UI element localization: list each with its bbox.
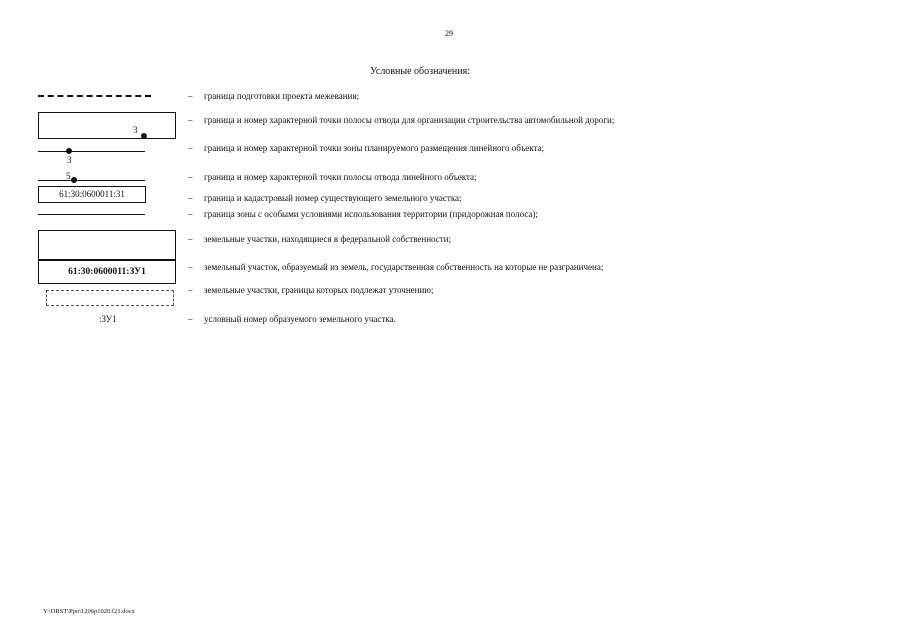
file-path-footer: Y:\ORST\Ppo\1206p1020.f21.docx (43, 608, 135, 615)
roadside-strip-symbol (38, 214, 145, 215)
legend-item: – условный номер образуемого земельного участка. (188, 314, 396, 324)
existing-plot-symbol: 61:30:0600011:31 (38, 186, 146, 203)
legend-item: – земельные участки, находящиеся в федеральной собственности; (188, 234, 451, 244)
new-plot-symbol: 61:30:0600011:ЗУ1 (38, 260, 176, 284)
legend-item: – граница и номер характерной точки полосы отвода для организации строительства автомобильной дороги; (188, 115, 615, 125)
point-marker (141, 133, 147, 139)
point-label: 5 (66, 171, 71, 181)
line-symbol (38, 180, 145, 181)
point-label: 3 (133, 125, 138, 135)
page-number: 29 (445, 29, 453, 38)
conditional-number-symbol: :ЗУ1 (99, 314, 117, 324)
legend-item: – граница и кадастровый номер существующего земельного участка; (188, 193, 462, 203)
point-label: 3 (67, 155, 72, 165)
right-of-way-box-symbol (38, 112, 176, 139)
legend-item: – земельный участок, образуемый из земель, государственная собственность на которые не разграничена; (188, 262, 604, 272)
legend-item: – граница и номер характерной точки полосы отвода линейного объекта; (188, 172, 477, 182)
point-marker (66, 148, 72, 154)
legend-title: Условные обозначения: (370, 66, 471, 77)
dashed-boundary-symbol (38, 95, 151, 97)
federal-plot-symbol (38, 230, 176, 260)
legend-item: – граница и номер характерной точки зоны планируемого размещения линейного объекта; (188, 143, 545, 153)
legend-item: – граница подготовки проекта межевания; (188, 91, 360, 101)
zone-line-symbol (38, 151, 145, 152)
legend-item: – граница зоны с особыми условиями использования территории (придорожная полоса); (188, 209, 538, 219)
legend-item: – земельные участки, границы которых подлежат уточнению; (188, 285, 434, 295)
unclarified-plot-symbol (46, 290, 174, 306)
